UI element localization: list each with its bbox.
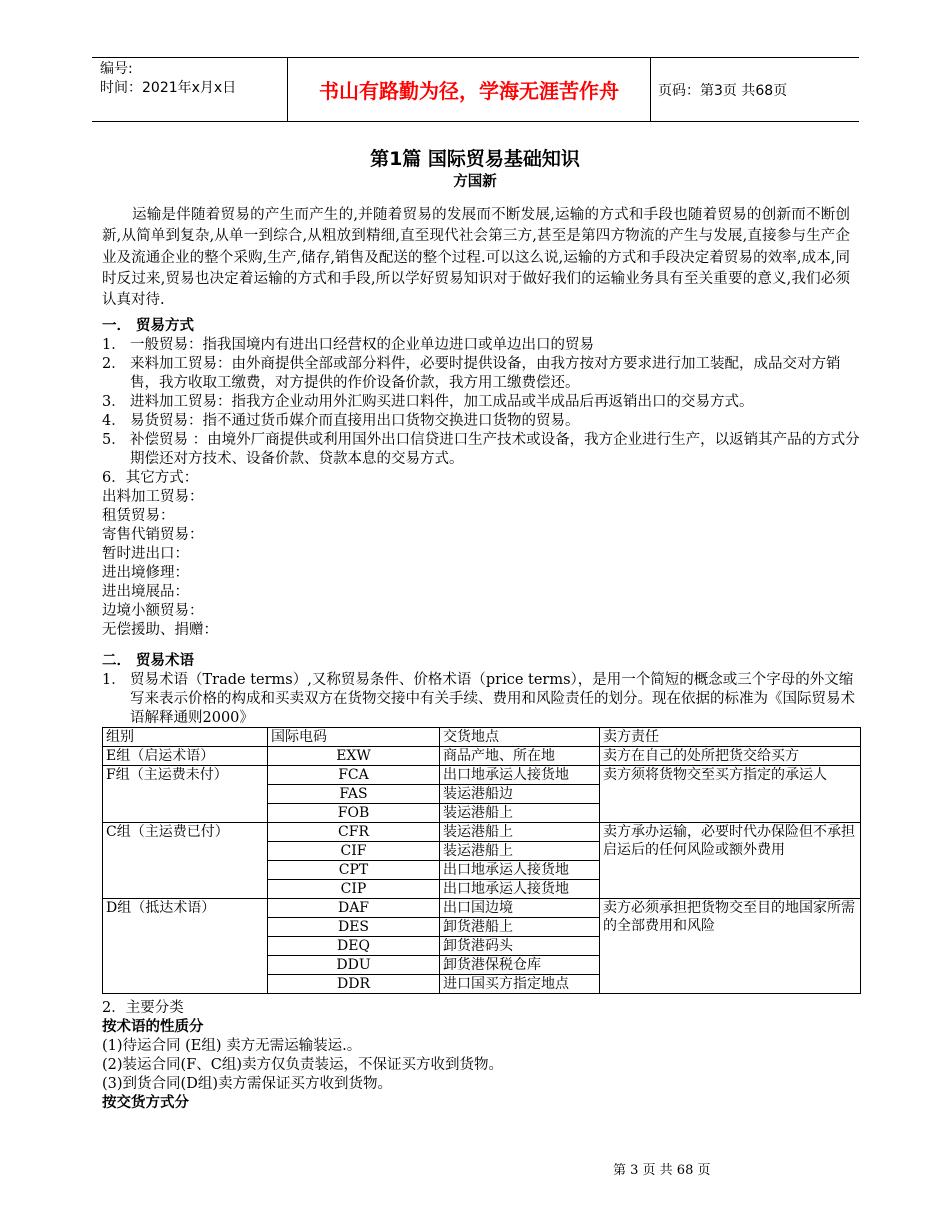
list-item: [102, 393, 862, 412]
group-name-cell: D组（抵达术语）: [103, 899, 268, 994]
list-item: [102, 412, 862, 431]
term-code-cell: FCA: [268, 766, 440, 785]
delivery-place-cell: 出口地承运人接货地: [440, 766, 600, 785]
list-item-text: 易货贸易：指不通过货币媒介而直接用出口货物交换进口货物的贸易。: [130, 413, 580, 429]
list-item-number: 1．: [102, 337, 126, 353]
number-label: 编号:: [100, 61, 133, 77]
list-item-text: 进料加工贸易：指我方企业动用外汇购买进口料件，加工成品或半成品后再返销出口的交易方式。: [130, 394, 754, 410]
list-item: [102, 355, 862, 393]
table-row: [103, 823, 861, 842]
header-meta: [100, 60, 286, 98]
other-mode-item: 出料加工贸易：: [102, 489, 204, 505]
other-modes-list: [102, 488, 862, 640]
section-trade-modes: [102, 317, 862, 640]
document-title: 第1篇 国际贸易基础知识: [370, 148, 580, 170]
term-code-cell: DEQ: [268, 937, 440, 956]
delivery-place-cell: 出口地承运人接货地: [440, 880, 600, 899]
other-mode-item: 寄售代销贸易：: [102, 527, 204, 543]
term-code-cell: CIF: [268, 842, 440, 861]
list-item: (1)待运合同 (E组) 卖方无需运输装运.。: [102, 1038, 362, 1054]
other-mode-item: 租赁贸易：: [102, 508, 175, 524]
term-code-cell: DES: [268, 918, 440, 937]
list-item: (3)到货合同(D组)卖方需保证买方收到货物。: [102, 1076, 392, 1092]
group-name-cell: F组（主运费未付）: [103, 766, 268, 823]
other-mode-item: 无偿援助、捐赠：: [102, 622, 218, 638]
other-modes-heading: 6．其它方式：: [102, 470, 199, 486]
trade-terms-table: [102, 727, 861, 994]
delivery-place-cell: 卸货港保税仓库: [440, 956, 600, 975]
list-item: [102, 431, 862, 469]
page-header: [92, 57, 859, 122]
seller-duty-cell: 卖方承办运输，必要时代办保险但不承担启运后的任何风险或额外费用: [600, 823, 861, 899]
other-mode-item: 边境小额贸易：: [102, 603, 204, 619]
intro-paragraph: 运输是伴随着贸易的产生而产生的,并随着贸易的发展而不断发展,运输的方式和手段也随着贸易的创新而不断创新,从简单到复杂,从单一到综合,从粗放到精细,直至现代社会第三方,甚至是第四方物流的产生与发展,直接参与生产企业及流通企业的整个采购,生产,储存,销售及配送的整个过程.可以这么说,运输的方式和手段决定着贸易的效率,成本,同时反过来,贸易也决定着运输的方式和手段,所以学好贸易知识对于做好我们的运输业务具有至关重要的意义,我们必须认真对待.: [102, 207, 850, 309]
term-code-cell: CFR: [268, 823, 440, 842]
list-item-text: 补偿贸易 ：由境外厂商提供或利用国外出口信贷进口生产技术或设备，我方企业进行生产，以返销其产品的方式分期偿还对方技术、设备价款、贷款本息的交易方式。: [130, 432, 860, 467]
by-delivery-heading: 按交货方式分: [102, 1095, 189, 1111]
other-mode-item: 进出境展品：: [102, 584, 189, 600]
table-row: [103, 766, 861, 785]
header-motto: 书山有路勤为径，学海无涯苦作舟: [287, 58, 651, 121]
other-mode-item: 暂时进出口：: [102, 546, 189, 562]
term-code-cell: EXW: [268, 747, 440, 766]
group-name-cell: C组（主运费已付）: [103, 823, 268, 899]
delivery-place-cell: 装运港船上: [440, 842, 600, 861]
table-row: [103, 899, 861, 918]
delivery-place-cell: 装运港船上: [440, 804, 600, 823]
list-item-text: 来料加工贸易：由外商提供全部或部分料件，必要时提供设备，由我方按对方要求进行加工装配，成品交对方销售，我方收取工缴费，对方提供的作价设备价款，我方用工缴费偿还。: [130, 356, 841, 391]
term-code-cell: CPT: [268, 861, 440, 880]
delivery-place-cell: 商品产地、所在地: [440, 747, 600, 766]
term-code-cell: CIP: [268, 880, 440, 899]
classification-heading: 2．主要分类: [102, 1000, 184, 1016]
seller-duty-cell: 卖方在自己的处所把货交给买方: [600, 747, 861, 766]
section-trade-terms: [102, 652, 862, 728]
delivery-place-cell: 出口地承运人接货地: [440, 861, 600, 880]
table-header-row: [103, 728, 861, 747]
time-label: 时间：2021年x月x日: [100, 80, 237, 96]
list-item-number: 3．: [102, 394, 126, 410]
page-footer: 第 3 页 共 68 页: [613, 1163, 711, 1178]
group-name-cell: E组（启运术语）: [103, 747, 268, 766]
column-header: 国际电码: [268, 728, 440, 747]
list-item: [102, 336, 862, 355]
term-code-cell: FOB: [268, 804, 440, 823]
delivery-place-cell: 装运港船上: [440, 823, 600, 842]
seller-duty-cell: 卖方必须承担把货物交至目的地国家所需的全部费用和风险: [600, 899, 861, 994]
list-item: (2)装运合同(F、C组)卖方仅负责装运，不保证买方收到货物。: [102, 1057, 504, 1073]
list-item-number: 2．: [102, 356, 126, 372]
delivery-place-cell: 卸货港码头: [440, 937, 600, 956]
term-code-cell: FAS: [268, 785, 440, 804]
table-row: [103, 747, 861, 766]
column-header: 组别: [103, 728, 268, 747]
section-heading: 一． 贸易方式: [102, 318, 195, 334]
trade-mode-list: [102, 336, 862, 469]
section-heading: 二． 贸易术语: [102, 653, 195, 669]
list-item-number: 4．: [102, 413, 126, 429]
column-header: 卖方责任: [600, 728, 861, 747]
list-item: [102, 671, 862, 728]
column-header: 交货地点: [440, 728, 600, 747]
term-code-cell: DDR: [268, 975, 440, 994]
term-code-cell: DAF: [268, 899, 440, 918]
delivery-place-cell: 卸货港船上: [440, 918, 600, 937]
seller-duty-cell: 卖方须将货物交至买方指定的承运人: [600, 766, 861, 823]
list-item-number: 5．: [102, 432, 126, 448]
term-code-cell: DDU: [268, 956, 440, 975]
by-nature-list: [102, 1037, 862, 1094]
document-author: 方国新: [453, 174, 497, 190]
list-item-text: 贸易术语（Trade terms）,又称贸易条件、价格术语（price terms），是用一个简短的概念或三个字母的外文缩写来表示价格的构成和买卖双方在货物交接中有关手续、费用和风险责任的划分。现在依据的标准为《国际贸易术语解释通则2000》: [130, 672, 855, 726]
by-nature-heading: 按术语的性质分: [102, 1019, 204, 1035]
delivery-place-cell: 装运港船边: [440, 785, 600, 804]
header-page-info: 页码：第3页 共68页: [658, 83, 788, 99]
list-item-number: 1．: [102, 672, 126, 688]
delivery-place-cell: 进口国买方指定地点: [440, 975, 600, 994]
classification-section: [102, 999, 862, 1113]
delivery-place-cell: 出口国边境: [440, 899, 600, 918]
list-item-text: 一般贸易：指我国境内有进出口经营权的企业单边进口或单边出口的贸易: [130, 337, 594, 353]
other-mode-item: 进出境修理：: [102, 565, 189, 581]
